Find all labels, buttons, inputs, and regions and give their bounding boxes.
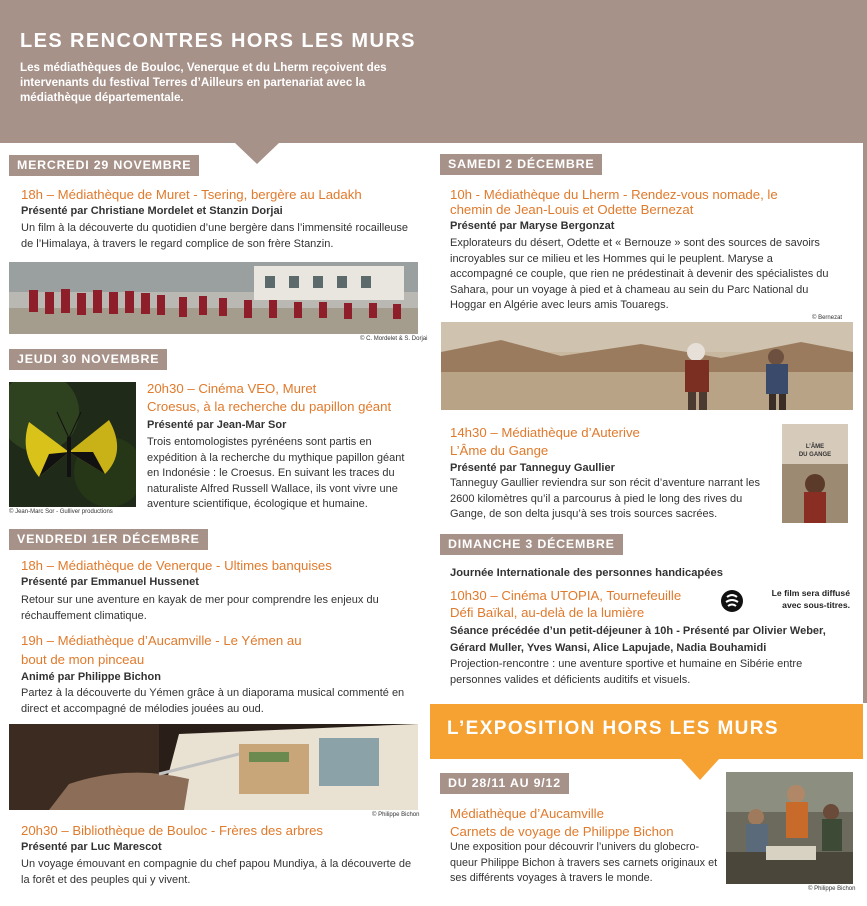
event-presenter: Présenté par Tanneguy Gaullier bbox=[450, 462, 615, 474]
photo-credit: © Jean-Marc Sor - Gulliver productions bbox=[9, 509, 113, 515]
event-title: chemin de Jean-Louis et Odette Bernezat bbox=[450, 202, 694, 217]
date-tag-exposition: DU 28/11 AU 9/12 bbox=[440, 773, 569, 794]
event-title: 19h – Médiathèque d’Aucamville - Le Yémen au bbox=[21, 633, 302, 648]
poster-title: DU GANGE bbox=[798, 452, 832, 458]
date-tag-thursday: JEUDI 30 NOVEMBRE bbox=[9, 349, 167, 370]
date-tag-saturday: SAMEDI 2 DÉCEMBRE bbox=[440, 154, 602, 175]
photo-ladakh bbox=[9, 262, 418, 334]
photo-credit: © Bernezat bbox=[812, 315, 843, 321]
journee-label: Journée Internationale des personnes handicapées bbox=[450, 567, 723, 579]
event-description: Un film à la découverte du quotidien d’une bergère dans l’immensité rocailleuse de l’Himalaya, à travers le regard complice de son frère Stanzin. bbox=[21, 222, 409, 250]
header-notch bbox=[234, 142, 280, 164]
event-title: Carnets de voyage de Philippe Bichon bbox=[450, 824, 674, 839]
event-description: Un voyage émouvant en compagnie du chef papou Mundiya, à la découverte de la forêt et des peuples qui y vivent. bbox=[21, 858, 412, 886]
event-presenter: Animé par Philippe Bichon bbox=[21, 671, 161, 683]
subtitles-note: Le film sera diffusé avec sous-titres. bbox=[771, 588, 850, 610]
poster-ame-du-gange bbox=[782, 424, 848, 523]
event-description: Explorateurs du désert, Odette et « Bernouze » sont des sources de savoirs incroyables sur ce milieu et les Hommes qui le peuplent. Maryse a accompagné ce couple, que rien ne prédestinait à devenir des spécialistes du Sahara, pour un voyage à pied et à chameau au sein du Parc National du Hoggar en Algérie avec leurs amis Touaregs. bbox=[450, 237, 829, 311]
right-edge-bar bbox=[863, 143, 867, 703]
poster-title: L’ÂME bbox=[805, 444, 825, 450]
event-title: 20h30 – Cinéma VEO, Muret bbox=[147, 381, 317, 396]
event-title: 18h – Médiathèque de Muret - Tsering, bergère au Ladakh bbox=[21, 187, 362, 202]
event-title: 10h30 – Cinéma UTOPIA, Tournefeuille bbox=[450, 588, 682, 603]
date-tag-friday: VENDREDI 1ER DÉCEMBRE bbox=[9, 529, 208, 550]
event-title: 20h30 – Bibliothèque de Bouloc - Frères des arbres bbox=[21, 823, 324, 838]
photo-credit: © C. Mordelet & S. Dorjai bbox=[360, 336, 428, 342]
event-description: Partez à la découverte du Yémen grâce à un diaporama musical commenté en direct et accompagné de mélodies jouées au oud. bbox=[21, 687, 405, 715]
event-title: 18h – Médiathèque de Venerque - Ultimes banquises bbox=[21, 558, 332, 573]
page-title: LES RENCONTRES HORS LES MURS bbox=[20, 30, 416, 52]
subtitles-icon bbox=[720, 589, 744, 613]
event-title: 10h - Médiathèque du Lherm - Rendez-vous nomade, le bbox=[450, 187, 778, 202]
event-description: Tanneguy Gaullier reviendra sur son récit d’aventure narrant les 2600 kilomètres qu’il a parcourus à pied le long des rives du Gange, de son delta jusqu’à ses trois sources sacrées. bbox=[450, 477, 760, 520]
event-title: Défi Baïkal, au-delà de la lumière bbox=[450, 605, 645, 620]
exposition-notch bbox=[680, 758, 720, 780]
event-description: Trois entomologistes pyrénéens sont partis en expédition à la recherche du mythique papillon géant en Indonésie : le Croesus. En suivant les traces du naturaliste Alfred Russell Wallace, ils vont vivre une aventure scientifique, écologique et humaine. bbox=[147, 436, 405, 510]
photo-butterfly bbox=[9, 382, 136, 507]
photo-painting bbox=[9, 724, 418, 810]
event-title: bout de mon pinceau bbox=[21, 652, 145, 667]
intro-text: Les médiathèques de Bouloc, Venerque et du Lherm reçoivent des intervenants du festival Terres d’Ailleurs en partenariat avec la médiathèque départementale. bbox=[20, 61, 387, 104]
event-description: Projection-rencontre : une aventure sportive et humaine en Sibérie entre personnes valides et déficients auditifs et visuels. bbox=[450, 658, 803, 686]
date-tag-wednesday: MERCREDI 29 NOVEMBRE bbox=[9, 155, 199, 176]
event-presenter: Présenté par Christiane Mordelet et Stanzin Dorjai bbox=[21, 205, 283, 217]
photo-exposition bbox=[726, 772, 853, 884]
event-title: Médiathèque d’Aucamville bbox=[450, 806, 604, 821]
event-presenter: Séance précédée d’un petit-déjeuner à 10h - Présenté par Olivier Weber, bbox=[450, 625, 826, 637]
photo-credit: © Philippe Bichon bbox=[808, 886, 856, 892]
event-presenter: Présenté par Maryse Bergonzat bbox=[450, 220, 615, 232]
event-description: Une exposition pour découvrir l’univers du globecro-queur Philippe Bichon à travers ses carnets originaux et ses différents voyages à travers le monde. bbox=[450, 841, 718, 884]
photo-credit: © Philippe Bichon bbox=[372, 812, 420, 818]
event-presenter: Gérard Muller, Yves Wansi, Alice Lapujade, Nadia Bouhamidi bbox=[450, 642, 767, 654]
event-presenter: Présenté par Jean-Mar Sor bbox=[147, 419, 287, 431]
date-tag-sunday: DIMANCHE 3 DÉCEMBRE bbox=[440, 534, 623, 555]
event-title: L’Âme du Gange bbox=[450, 443, 549, 458]
event-description: Retour sur une aventure en kayak de mer pour comprendre les enjeux du réchauffement climatique. bbox=[21, 594, 379, 622]
event-title: 14h30 – Médiathèque d’Auterive bbox=[450, 425, 640, 440]
event-title: Croesus, à la recherche du papillon géant bbox=[147, 399, 392, 414]
event-presenter: Présenté par Luc Marescot bbox=[21, 841, 162, 853]
photo-desert bbox=[441, 322, 853, 410]
exposition-title: L’EXPOSITION HORS LES MURS bbox=[447, 718, 779, 739]
event-presenter: Présenté par Emmanuel Hussenet bbox=[21, 576, 199, 588]
